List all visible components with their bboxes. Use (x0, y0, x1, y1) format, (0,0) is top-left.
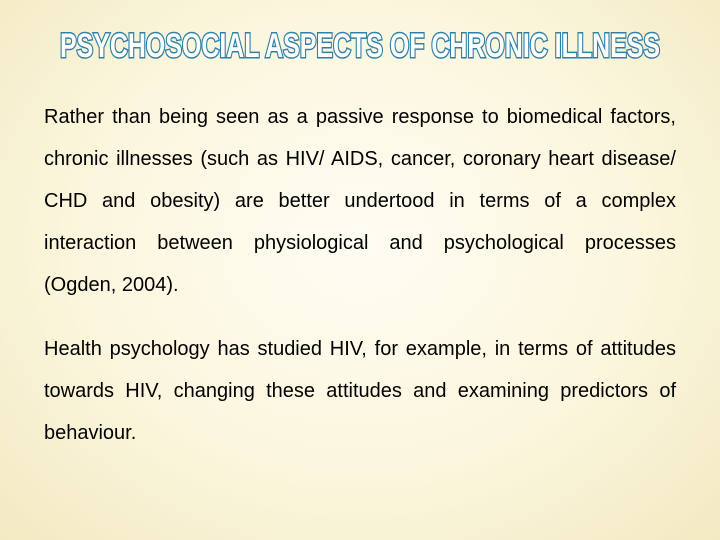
slide-title (40, 16, 680, 72)
slide-title-text: PSYCHOSOCIAL ASPECTS OF CHRONIC ILLNESS (60, 27, 660, 65)
paragraph-chronic-illness: Rather than being seen as a passive response to biomedical factors, chronic illnesses (such as HIV/ AIDS, cancer, coronary heart disease/ CHD and obesity) are better undertood in terms of a complex interaction between physiological and psychological processes (Ogden, 2004). (44, 106, 676, 296)
slide-body (44, 96, 676, 454)
paragraph-health-psychology: Health psychology has studied HIV, for example, in terms of attitudes towards HIV, changing these attitudes and examining predictors of behaviour. (44, 338, 676, 444)
slide-title-svg (40, 16, 680, 72)
